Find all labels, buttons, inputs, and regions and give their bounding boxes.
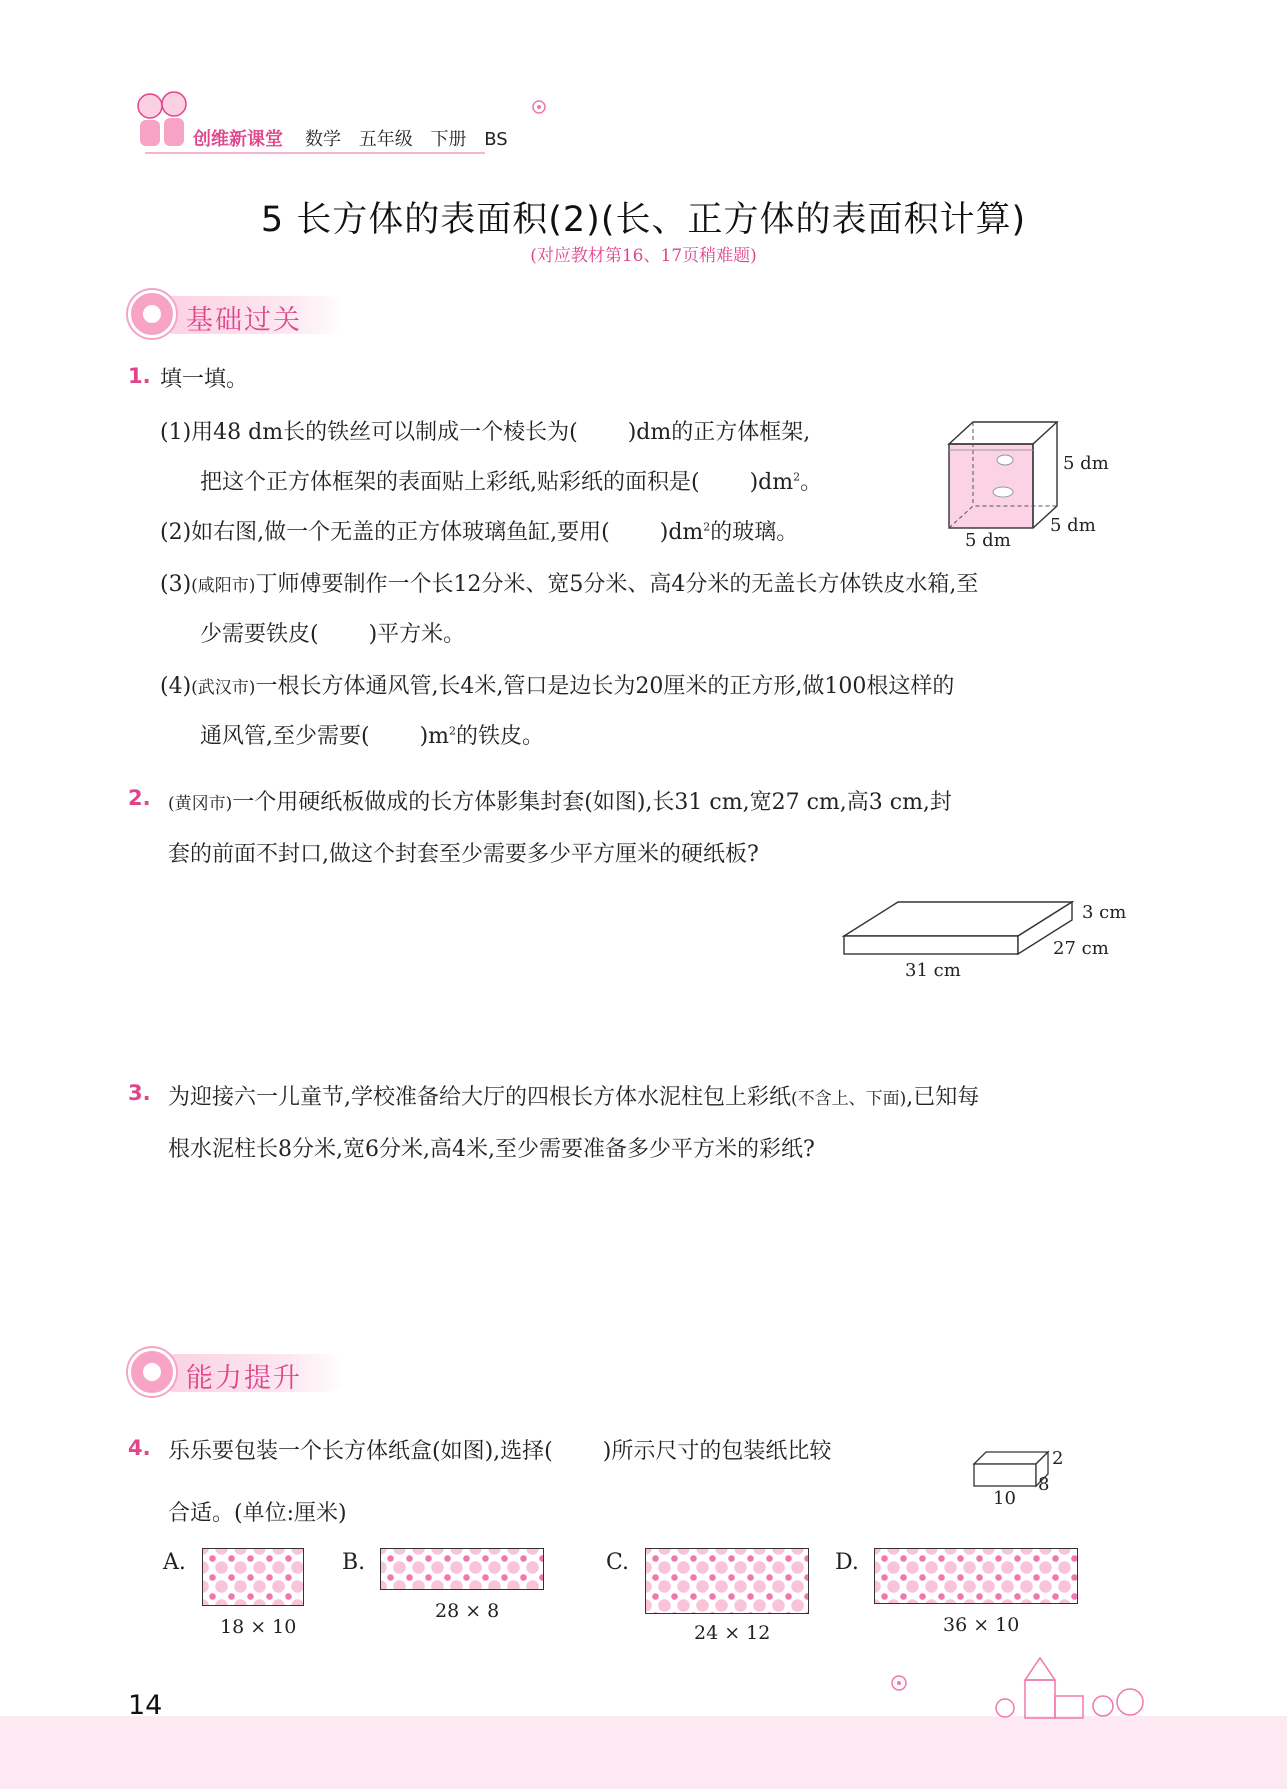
city-tag: (武汉市): [191, 678, 256, 698]
option-b-paper[interactable]: [380, 1548, 544, 1590]
header-divider: [145, 152, 485, 154]
section-banner-basic: [128, 290, 350, 338]
text: ,已知每: [906, 1085, 980, 1110]
city-tag: (黄冈市): [168, 794, 233, 814]
banner-badge-icon: [128, 1348, 176, 1396]
option-a-letter[interactable]: A.: [163, 1550, 186, 1575]
text: 一根长方体通风管,长4米,管口是边长为20厘米的正方形,做100根这样的: [255, 674, 955, 699]
question-1-part-4-line-2: [200, 719, 544, 750]
superscript: 2: [703, 520, 711, 534]
question-4-line-1: [168, 1434, 831, 1465]
text: )dm: [659, 520, 704, 545]
option-d-dimensions: 36 × 10: [943, 1614, 1020, 1636]
banner-badge-icon: [128, 290, 176, 338]
option-a-dimensions: 18 × 10: [220, 1616, 297, 1638]
text: 的铁皮。: [456, 724, 545, 749]
header-info: [305, 125, 520, 151]
text: 。: [800, 470, 823, 495]
option-d-paper[interactable]: [874, 1548, 1078, 1604]
text: (3): [160, 572, 192, 597]
box-height-label: 2: [1052, 1448, 1064, 1469]
page-number: 14: [128, 1690, 163, 1721]
footer-band: [0, 1716, 1287, 1789]
cube-width-label: 5 dm: [965, 530, 1011, 551]
text: (1)用48 dm长的铁丝可以制成一个棱长为(: [160, 420, 578, 445]
section-title-advanced: 能力提升: [186, 1363, 302, 1394]
sleeve-width-label: 27 cm: [1053, 938, 1109, 959]
option-c-dimensions: 24 × 12: [694, 1622, 771, 1644]
text: 为迎接六一儿童节,学校准备给大厅的四根长方体水泥柱包上彩纸: [168, 1085, 791, 1110]
header-volume: 下册: [430, 129, 467, 150]
question-1-stem: 填一填。: [160, 367, 249, 392]
header-edition: BS: [484, 129, 508, 150]
fish-tank-cube-figure: [945, 420, 1065, 532]
page-subtitle: (对应教材第16、17页稍难题): [530, 246, 757, 266]
flower-decoration-icon: [888, 1672, 910, 1694]
text: (2)如右图,做一个无盖的正方体玻璃鱼缸,要用(: [160, 520, 610, 545]
sleeve-length-label: 31 cm: [905, 960, 961, 981]
option-c-letter[interactable]: C.: [606, 1550, 630, 1575]
page-title: 5 长方体的表面积(2)(长、正方体的表面积计算): [260, 200, 1027, 240]
option-b-letter[interactable]: B.: [342, 1550, 366, 1575]
text: 乐乐要包装一个长方体纸盒(如图),选择(: [168, 1439, 553, 1464]
text: 通风管,至少需要(: [200, 724, 370, 749]
question-1-part-3-line-1: [160, 567, 978, 598]
text: 丁师傅要制作一个长12分米、宽5分米、高4分米的无盖长方体铁皮水箱,至: [255, 572, 979, 597]
question-number-4: 4.: [128, 1436, 151, 1460]
text: (4): [160, 674, 192, 699]
question-number-3: 3.: [128, 1081, 151, 1105]
question-1-part-1-line-2: [200, 465, 822, 496]
question-3-line-1: [168, 1080, 979, 1111]
question-4-line-2: 合适。(单位:厘米): [168, 1501, 347, 1526]
cube-height-label: 5 dm: [1063, 453, 1109, 474]
text: )所示尺寸的包装纸比较: [602, 1439, 832, 1464]
option-d-letter[interactable]: D.: [835, 1550, 859, 1575]
text: 把这个正方体框架的表面贴上彩纸,贴彩纸的面积是(: [200, 470, 700, 495]
mascot-kids-icon: [128, 86, 198, 156]
question-3-line-2: 根水泥柱长8分米,宽6分米,高4米,至少需要准备多少平方米的彩纸?: [168, 1137, 815, 1162]
header-grade: 五年级: [358, 129, 413, 150]
city-tag: (咸阳市): [191, 576, 256, 596]
text: 少需要铁皮(: [200, 622, 319, 647]
note: (不含上、下面): [791, 1089, 907, 1109]
text: )dm的正方体框架,: [627, 420, 811, 445]
question-number-1: 1.: [128, 364, 151, 388]
question-2-line-1: [168, 785, 952, 816]
superscript: 2: [449, 724, 457, 738]
text: 一个用硬纸板做成的长方体影集封套(如图),长31 cm,宽27 cm,高3 cm,封: [232, 790, 952, 815]
question-1-part-3-line-2: [200, 617, 465, 648]
sleeve-height-label: 3 cm: [1082, 902, 1127, 923]
text: )dm: [749, 470, 794, 495]
album-sleeve-figure: [842, 900, 1074, 956]
option-c-paper[interactable]: [645, 1548, 809, 1614]
section-title-basic: 基础过关: [186, 305, 302, 336]
option-a-paper[interactable]: [202, 1548, 304, 1606]
header-subject: 数学: [305, 129, 341, 150]
question-number-2: 2.: [128, 786, 151, 810]
question-1-part-2: [160, 515, 798, 546]
castle-decoration-icon: [985, 1650, 1170, 1720]
superscript: 2: [793, 470, 801, 484]
section-banner-advanced: [128, 1348, 350, 1396]
option-b-dimensions: 28 × 8: [435, 1600, 500, 1622]
question-2-line-2: 套的前面不封口,做这个封套至少需要多少平方厘米的硬纸板?: [168, 842, 759, 867]
text: )平方米。: [368, 622, 466, 647]
header-brand: 创维新课堂: [193, 129, 283, 150]
question-1-part-4-line-1: [160, 669, 954, 700]
text: )m: [419, 724, 450, 749]
box-length-label: 10: [993, 1488, 1016, 1509]
question-1-part-1-line-1: [160, 415, 810, 446]
box-width-label: 8: [1038, 1474, 1050, 1495]
flower-decoration-icon: [530, 98, 548, 116]
text: 的玻璃。: [710, 520, 799, 545]
cube-depth-label: 5 dm: [1050, 515, 1096, 536]
